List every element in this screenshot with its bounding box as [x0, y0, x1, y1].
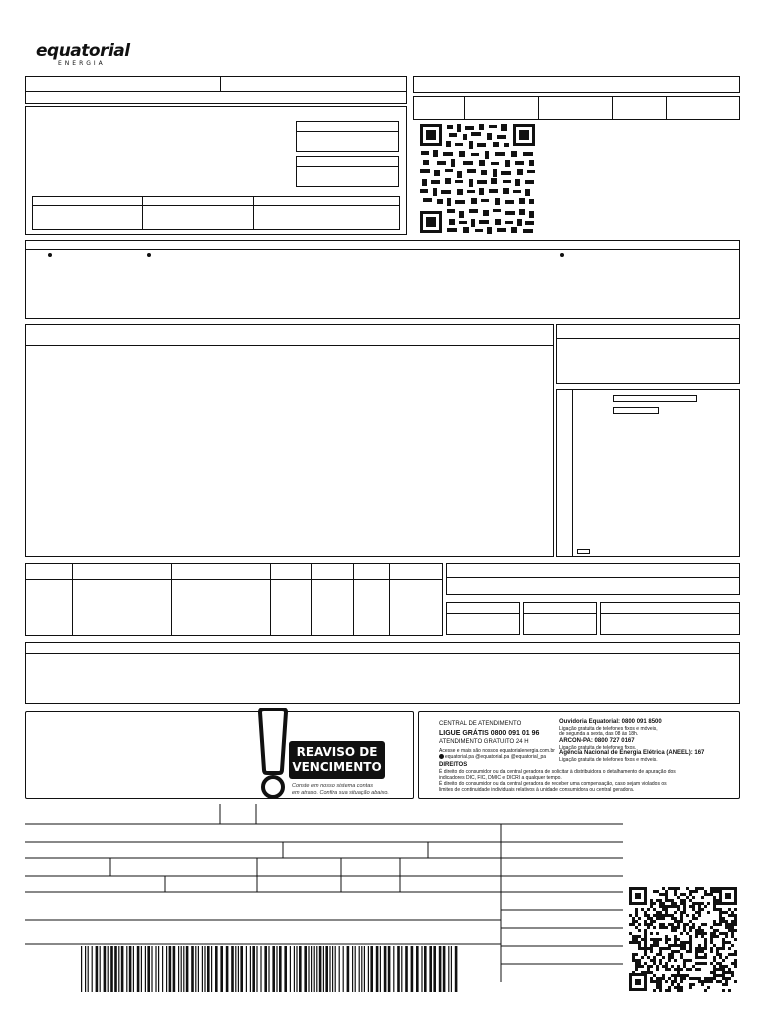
- history-bar-1: [613, 395, 697, 402]
- tax-field-2: [523, 602, 597, 635]
- company-logo: equatorial: [36, 41, 130, 61]
- social-handles: equatorial.pa @equatorial.pa @equatorial_pa: [439, 754, 546, 760]
- facebook-icon: [439, 754, 444, 759]
- overdue-notice-subtitle: Conste em nosso sistema contas em atraso. Confira sua situação abaixo.: [292, 783, 389, 796]
- pix-qr-code: [419, 123, 536, 234]
- social-note: Acesse e mais são nossos equatorialenergia.com.br: [439, 748, 555, 754]
- history-bar-2: [613, 407, 659, 414]
- total-box: [556, 324, 740, 384]
- reading-table: [32, 196, 400, 230]
- payment-barcode: [79, 946, 459, 992]
- tax-field-1: [446, 602, 520, 635]
- direitos-text-1: É direito do consumidor ou da central geradora de solicitar à distribuidora o detalhamento de apuração dos: [439, 769, 676, 775]
- observations-box: [25, 642, 740, 704]
- customer-header-box: [25, 76, 407, 104]
- billing-summary-box: [413, 96, 740, 120]
- direitos-text-3: É direito do consumidor ou da central geradora de receber uma compensação, caso sejam violados os: [439, 781, 667, 787]
- measurement-table: [25, 563, 443, 636]
- history-bar-3: [577, 549, 590, 554]
- direitos-text-4: limites de continuidade individuais relativos à unidade consumidora ou central geradora.: [439, 787, 635, 793]
- tax-field-3: [600, 602, 740, 635]
- arcon-phone: ARCON-PA: 0800 727 0167: [559, 738, 635, 744]
- exclamation-icon: [255, 708, 291, 800]
- stub-qr-code: [628, 886, 738, 992]
- messages-box: [25, 240, 740, 319]
- consumption-history-chart: [556, 389, 740, 557]
- aneel-phone: Agência Nacional de Energia Elétrica (ANEEL): 167: [559, 750, 705, 756]
- company-logo-subtitle: ENERGIA: [58, 60, 106, 67]
- tax-info-box: [446, 563, 740, 595]
- info-field-1: [296, 121, 399, 152]
- due-date-box: [413, 76, 740, 93]
- bill-items-box: [25, 324, 554, 557]
- atendimento-label: ATENDIMENTO GRATUITO 24 H: [439, 739, 529, 745]
- direitos-title: DIREITOS: [439, 762, 468, 768]
- info-field-2: [296, 156, 399, 187]
- ouvidoria-phone: Ouvidoria Equatorial: 0800 091 8500: [559, 719, 662, 725]
- direitos-text-2: indicadores DIC, FIC, DMIC e DICRI a qualquer tempo.: [439, 775, 562, 781]
- central-label: CENTRAL DE ATENDIMENTO: [439, 721, 522, 727]
- overdue-notice-title: REAVISO DE VENCIMENTO: [289, 741, 385, 779]
- ligue-gratis-phone: LIGUE GRÁTIS 0800 091 01 96: [439, 730, 540, 737]
